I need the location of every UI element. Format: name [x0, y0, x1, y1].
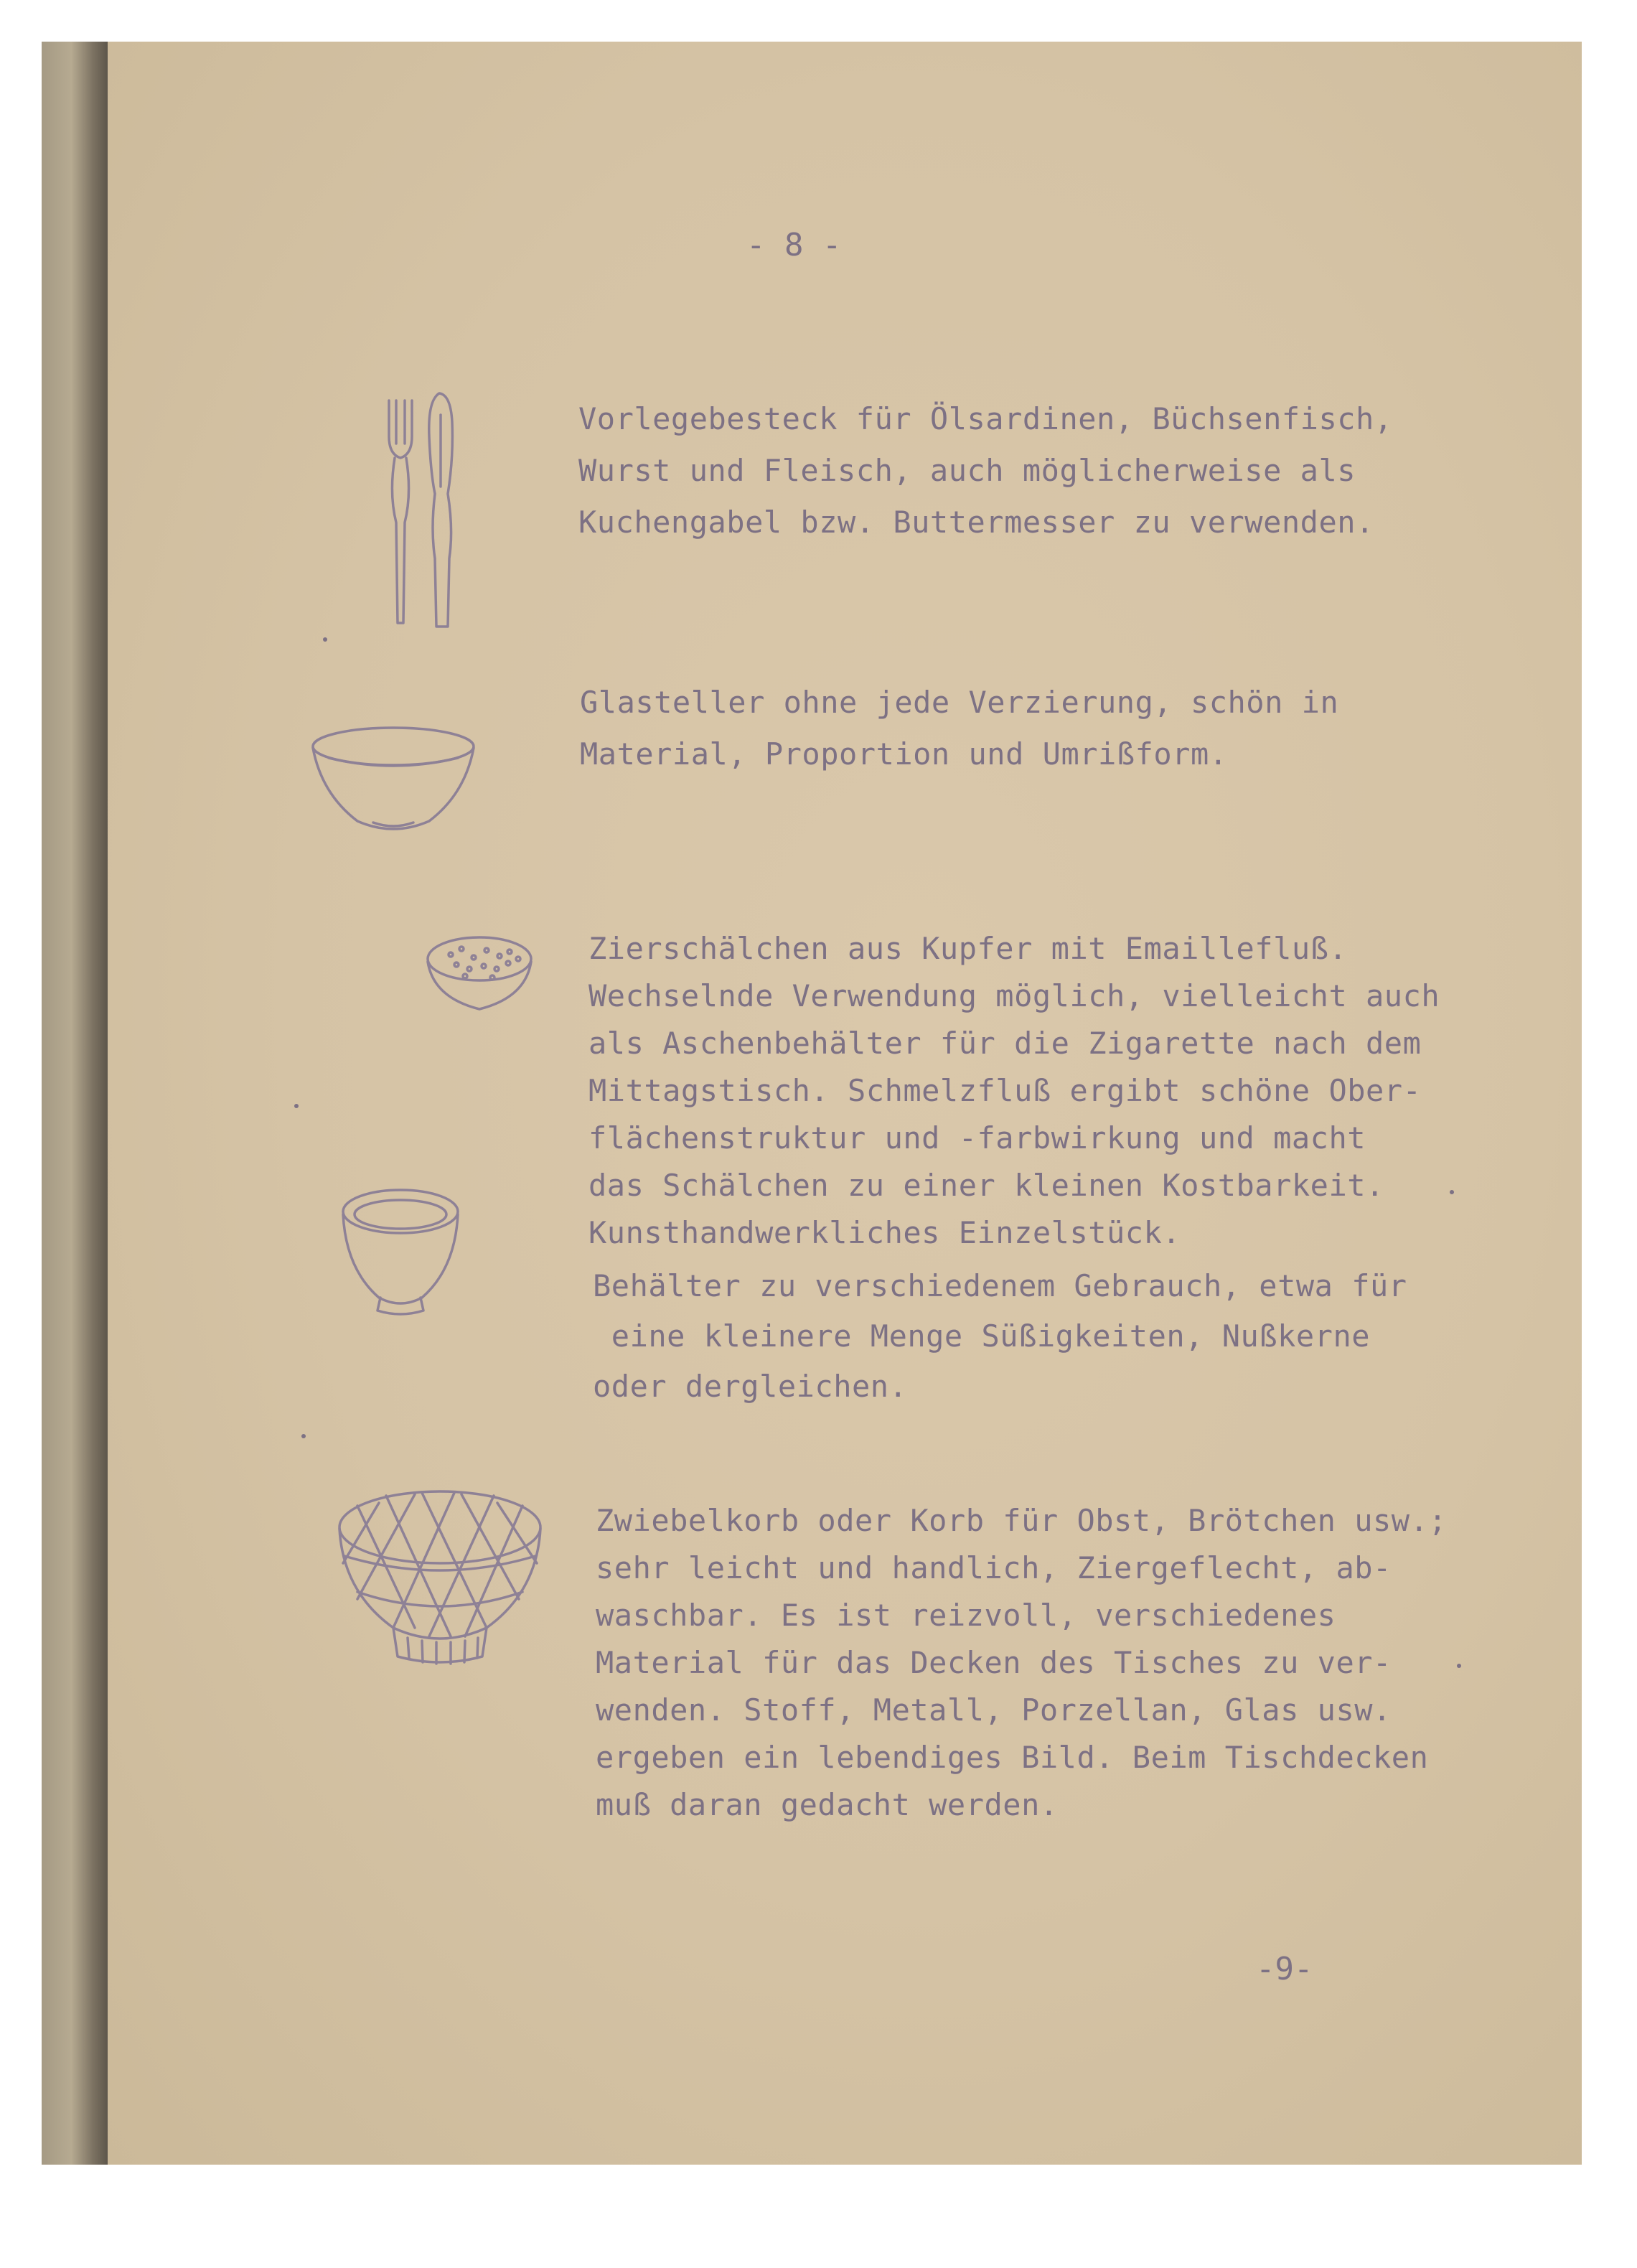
page-number-top: - 8 - — [746, 227, 842, 263]
text-line: eine kleinere Menge Süßigkeiten, Nußkerne — [593, 1318, 1371, 1354]
text-line: Wechselnde Verwendung möglich, vielleicht auch — [588, 978, 1440, 1013]
text-line: Vorlegebesteck für Ölsardinen, Büchsenfisch, — [578, 401, 1393, 436]
text-line: Material, Proportion und Umrißform. — [580, 736, 1228, 772]
text-line: Behälter zu verschiedenem Gebrauch, etwa für — [593, 1268, 1407, 1303]
text-line: das Schälchen zu einer kleinen Kostbarkeit. — [588, 1168, 1384, 1203]
text-line: waschbar. Es ist reizvoll, verschiedenes — [596, 1598, 1336, 1633]
text-line: Mittagstisch. Schmelzfluß ergibt schöne Ober- — [588, 1073, 1422, 1108]
page-number-bottom: -9- — [1256, 1951, 1313, 1987]
paper-speck — [301, 1434, 306, 1438]
text-line: Kuchengabel bzw. Buttermesser zu verwenden. — [578, 505, 1374, 540]
text-line: als Aschenbehälter für die Zigarette nach dem — [588, 1026, 1422, 1061]
text-line: Wurst und Fleisch, auch möglicherweise als — [578, 453, 1356, 488]
text-line: sehr leicht und handlich, Ziergeflecht, ab- — [596, 1550, 1392, 1585]
text-line: ergeben ein lebendiges Bild. Beim Tischdecken — [596, 1740, 1429, 1775]
text-line: Material für das Decken des Tisches zu ver- — [596, 1645, 1392, 1680]
text-line: Kunsthandwerkliches Einzelstück. — [588, 1215, 1181, 1250]
book-spine — [42, 42, 108, 2165]
text-line: Glasteller ohne jede Verzierung, schön in — [580, 685, 1339, 720]
text-line: wenden. Stoff, Metall, Porzellan, Glas usw. — [596, 1692, 1392, 1728]
paper-speck — [1457, 1664, 1461, 1668]
scanned-page — [42, 42, 1582, 2165]
text-line: flächenstruktur und -farbwirkung und macht — [588, 1120, 1366, 1156]
paper-speck — [294, 1104, 299, 1108]
text-line: Zwiebelkorb oder Korb für Obst, Brötchen usw.; — [596, 1503, 1448, 1538]
bowl-icon — [336, 1183, 465, 1319]
fork-and-knife-icon — [379, 386, 465, 637]
text-line: oder dergleichen. — [593, 1369, 908, 1404]
enamel-dish-icon — [422, 932, 537, 1018]
glass-plate-icon — [307, 722, 479, 837]
text-line: Zierschälchen aus Kupfer mit Emaillefluß. — [588, 931, 1348, 966]
paper-speck — [323, 637, 327, 642]
document-page — [108, 42, 1582, 2165]
basket-icon — [329, 1484, 551, 1671]
paper-speck — [1450, 1190, 1454, 1194]
text-line: muß daran gedacht werden. — [596, 1787, 1059, 1822]
